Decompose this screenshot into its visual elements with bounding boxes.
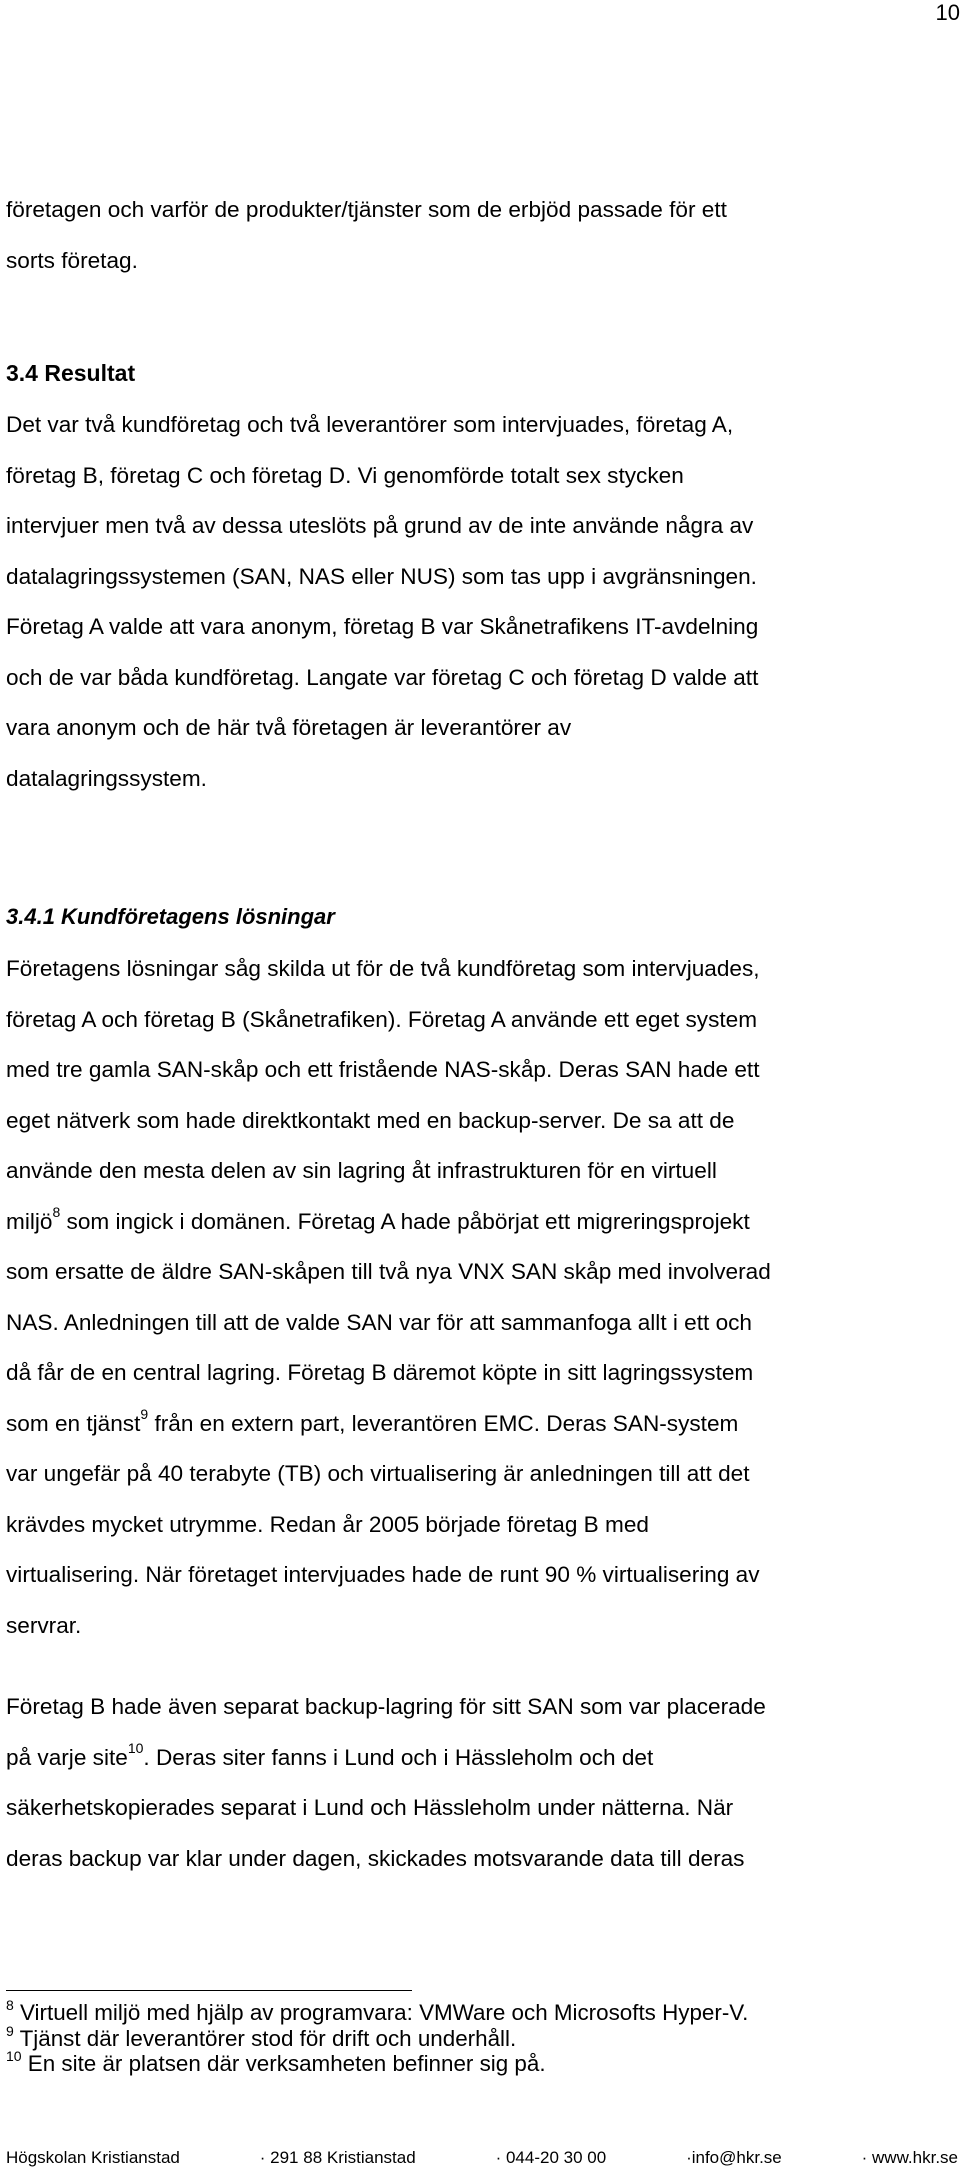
subsection-heading-kundforetagens-losningar: 3.4.1 Kundföretagens lösningar <box>6 904 335 929</box>
text-line: datalagringssystemen (SAN, NAS eller NUS) som tas upp i avgränsningen. <box>6 563 757 589</box>
text-fragment: från en extern part, leverantören EMC. Deras SAN-system <box>148 1410 739 1436</box>
resultat-paragraph <box>6 400 956 804</box>
footnote-text: Virtuell miljö med hjälp av programvara: VMWare och Microsofts Hyper-V. <box>13 2000 749 2025</box>
section-heading-resultat: 3.4 Resultat <box>6 360 136 386</box>
text-line: med tre gamla SAN-skåp och ett fristående NAS-skåp. Deras SAN hade ett <box>6 1057 760 1082</box>
text-line: Det var två kundföretag och två leverantörer som intervjuades, företag A, <box>6 412 734 437</box>
text-line: företag A och företag B (Skånetrafiken). Företag A använde ett eget system <box>6 1006 758 1032</box>
text-line: datalagringssystem. <box>6 765 207 791</box>
text-line: Företag B hade även separat backup-lagring för sitt SAN som var placerade <box>6 1694 766 1719</box>
text-line: företag B, företag C och företag D. Vi genomförde totalt sex stycken <box>6 462 684 488</box>
text-line: använde den mesta delen av sin lagring åt infrastrukturen för en virtuell <box>6 1158 717 1183</box>
text-fragment: på varje site <box>6 1744 128 1770</box>
footnote-reference-10: 10 <box>127 1739 144 1756</box>
kundforetag-paragraph-1 <box>6 944 956 1651</box>
footnote-8 <box>6 1997 749 2026</box>
text-line: sorts företag. <box>6 247 138 273</box>
text-line: var ungefär på 40 terabyte (TB) och virtualisering är anledningen till att det <box>6 1461 750 1486</box>
footnote-separator <box>6 1990 412 1991</box>
text-line <box>6 1197 956 1248</box>
text-line: som ersatte de äldre SAN-skåpen till två nya VNX SAN skåp med involverad <box>6 1259 771 1284</box>
text-line: Företag A valde att vara anonym, företag B var Skånetrafikens IT-avdelning <box>6 614 759 639</box>
footer-institution: Högskolan Kristianstad <box>6 2148 180 2167</box>
footnote-number: 9 <box>6 2022 14 2039</box>
text-line: företagen och varför de produkter/tjänster som de erbjöd passade för ett <box>6 197 727 222</box>
kundforetag-paragraph-2 <box>6 1682 956 1884</box>
footer-phone: · 044-20 30 00 <box>495 2148 607 2167</box>
text-line: och de var båda kundföretag. Langate var företag C och företag D valde att <box>6 664 759 690</box>
footnote-text: Tjänst där leverantörer stod för drift och underhåll. <box>13 2025 517 2051</box>
text-line: NAS. Anledningen till att de valde SAN var för att sammanfoga allt i ett och <box>6 1309 752 1335</box>
page-footer <box>6 2148 958 2168</box>
text-line: intervjuer men två av dessa uteslöts på grund av de inte använde några av <box>6 513 754 538</box>
text-line <box>6 1733 956 1784</box>
text-line: eget nätverk som hade direktkontakt med en backup-server. De sa att de <box>6 1107 735 1133</box>
text-line: deras backup var klar under dagen, skickades motsvarande data till deras <box>6 1845 745 1871</box>
text-fragment: som en tjänst <box>6 1410 141 1436</box>
footnote-reference-9: 9 <box>140 1405 149 1422</box>
text-line: vara anonym och de här två företagen är leverantörer av <box>6 715 572 740</box>
text-fragment: miljö <box>6 1208 53 1234</box>
text-line: virtualisering. När företaget intervjuades hade de runt 90 % virtualisering av <box>6 1562 760 1587</box>
text-line <box>6 1399 956 1450</box>
footer-email: ·info@hkr.se <box>686 2148 782 2167</box>
text-line: då får de en central lagring. Företag B däremot köpte in sitt lagringssystem <box>6 1360 754 1385</box>
intro-paragraph <box>6 185 956 286</box>
footer-website: · www.hkr.se <box>861 2148 958 2167</box>
footnote-reference-8: 8 <box>52 1203 61 1220</box>
footnote-number: 10 <box>6 2048 22 2064</box>
footnote-10 <box>6 2048 748 2077</box>
text-fragment: som ingick i domänen. Företag A hade påbörjat ett migreringsprojekt <box>60 1208 750 1234</box>
text-line: Företagens lösningar såg skilda ut för de två kundföretag som intervjuades, <box>6 956 760 981</box>
text-line: säkerhetskopierades separat i Lund och Hässleholm under nätterna. När <box>6 1795 734 1820</box>
footnote-text: En site är platsen där verksamheten befinner sig på. <box>21 2051 546 2076</box>
text-fragment: . Deras siter fanns i Lund och i Hässleholm och det <box>143 1744 654 1770</box>
footnote-number: 8 <box>6 1997 14 2013</box>
footnote-9 <box>6 2022 748 2052</box>
text-line: servrar. <box>6 1612 82 1638</box>
footnotes <box>6 1997 749 2077</box>
text-line: krävdes mycket utrymme. Redan år 2005 började företag B med <box>6 1511 649 1537</box>
footer-address: · 291 88 Kristianstad <box>259 2148 416 2167</box>
page-number: 10 <box>935 0 960 25</box>
